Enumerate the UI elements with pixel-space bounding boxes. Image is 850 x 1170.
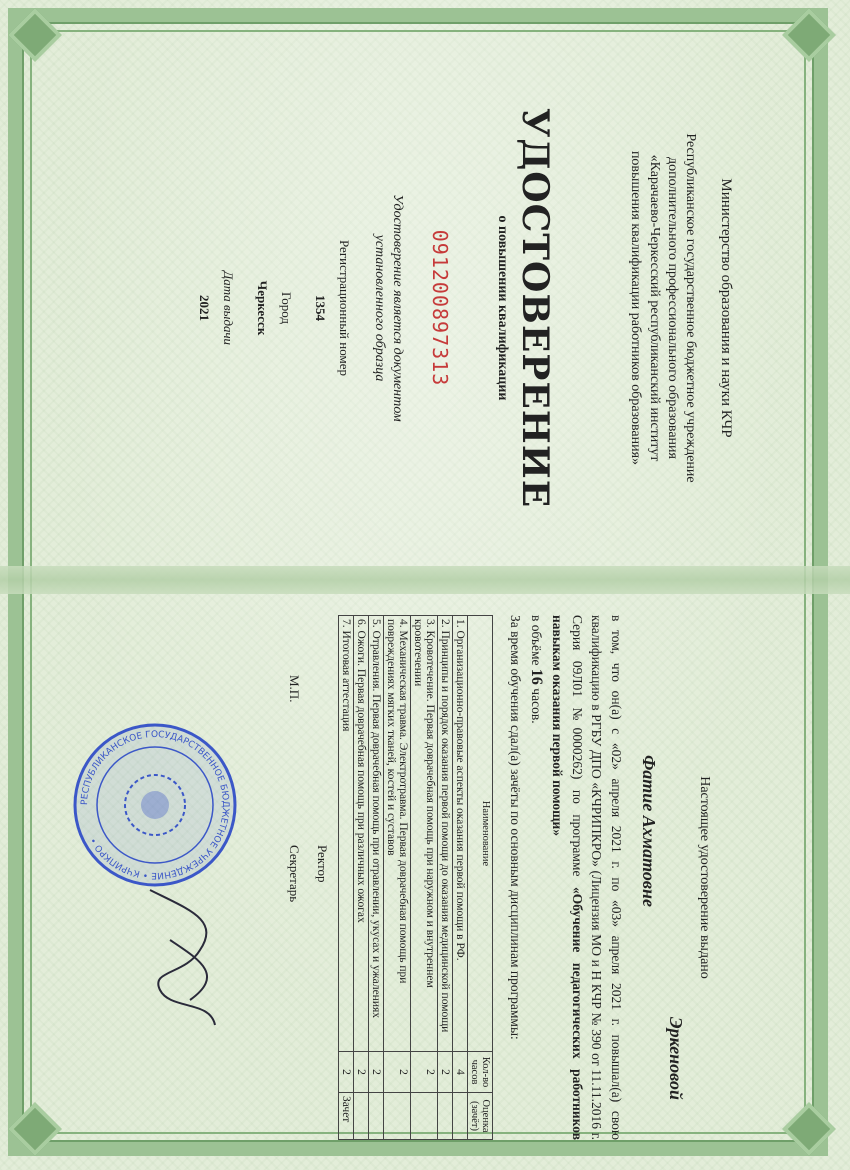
issued-to-label: Настоящее удостоверение выдано xyxy=(697,776,712,979)
exams-text: За время обучения сдал(а) зачёты по основным дисциплинам программы: xyxy=(507,615,523,1040)
signature-block xyxy=(260,615,330,1140)
stamp-text: РЕСПУБЛИКАНСКОЕ ГОСУДАРСТВЕННОЕ БЮДЖЕТНОЕ УЧРЕЖДЕНИЕ • КЧРИПКРО • xyxy=(79,729,231,881)
course-hours: 2 xyxy=(411,1052,438,1093)
city-value: Черкесск xyxy=(254,280,270,336)
course-hours: 2 xyxy=(438,1052,453,1093)
course-grade xyxy=(438,1093,453,1140)
note-line: Удостоверение является документом xyxy=(390,194,406,422)
certificate-body-text xyxy=(505,615,626,1140)
certificate-subtitle: о повышении квалификации xyxy=(495,215,511,401)
course-hours: 4 xyxy=(453,1052,468,1093)
course-grade xyxy=(384,1093,411,1140)
course-name: 4. Механическая травма. Электротравма. Первая доврачебная помощь при повреждениях мягких тканей, костей и суставов xyxy=(384,616,411,1052)
seal-place-label: М.П. xyxy=(287,675,302,703)
course-name: 6. Ожоги. Первая доврачебная помощь при различных ожогах xyxy=(354,616,369,1052)
city-label: Город xyxy=(278,291,294,325)
reg-number-label: Регистрационный номер xyxy=(336,240,352,376)
institution-line: повышения квалификации работников образования» xyxy=(628,150,644,466)
courses-table xyxy=(338,615,493,1140)
course-grade xyxy=(354,1093,369,1140)
volume-hours: 16 xyxy=(527,668,545,685)
volume-suffix: часов. xyxy=(528,688,544,724)
issue-date-value: 2021 xyxy=(196,295,212,321)
recipient-surname: Эркеновой xyxy=(666,1016,686,1100)
recipient-given-names: Фатие Ахматовне xyxy=(639,755,659,907)
volume-prefix: в объёме xyxy=(528,615,544,666)
table-row xyxy=(369,616,384,1140)
course-grade: Зачет xyxy=(339,1093,354,1140)
column-header-hours: Кол-во часов xyxy=(468,1052,493,1093)
table-row xyxy=(411,616,438,1140)
course-name: 1. Организационно-правовые аспекты оказания первой помощи в РФ. xyxy=(453,616,468,1052)
course-grade xyxy=(453,1093,468,1140)
certificate-cover-page xyxy=(92,108,742,508)
official-stamp-icon xyxy=(70,720,240,890)
institution-line: дополнительного профессионального образования xyxy=(664,157,680,459)
course-hours: 2 xyxy=(354,1052,369,1093)
course-name: 3. Кровотечение. Первая доврачебная помощь при наружном и внутреннем кровотечении xyxy=(411,616,438,1052)
issue-date-label: Дата выдачи xyxy=(220,270,236,346)
table-row xyxy=(354,616,369,1140)
secretary-label: Секретарь xyxy=(287,845,302,903)
table-row xyxy=(384,616,411,1140)
certificate-note xyxy=(370,108,406,508)
course-hours: 2 xyxy=(384,1052,411,1093)
rector-label: Ректор xyxy=(315,845,330,883)
course-hours: 2 xyxy=(369,1052,384,1093)
course-name: 7. Итоговая аттестация xyxy=(339,616,354,1052)
course-name: 5. Отравления. Первая доврачебная помощь при отравлении, укусах и ужалениях xyxy=(369,616,384,1052)
note-line: установленного образца xyxy=(372,234,388,382)
institution-name xyxy=(626,108,699,508)
table-header-row xyxy=(468,616,493,1140)
institution-line: Республиканское государственное бюджетное учреждение xyxy=(683,133,698,483)
table-row xyxy=(339,616,354,1140)
certificate-title: УДОСТОВЕРЕНИЕ xyxy=(514,108,557,509)
course-name: 2. Принципы и порядок оказания первой помощи до оказания медицинской помощи xyxy=(438,616,453,1052)
reg-number-value: 1354 xyxy=(312,295,328,321)
column-header-grade: Оценка (зачёт) xyxy=(468,1093,493,1140)
program-name: «Обучение педагогических работников навыкам оказания первой помощи» xyxy=(550,615,585,1140)
table-row xyxy=(453,616,468,1140)
table-row xyxy=(438,616,453,1140)
body-text-main: в том, что он(а) с «02» апреля 2021 г. по «03» апреля 2021 г. повышал(а) свою квалификацию в РГБУ ДПО «КЧРИПКРО» (Лицензия МО и Н КЧР № 390 от 11.11.2016 г. Серия 09Л01 №0000262) по программе xyxy=(569,615,624,1140)
page-fold xyxy=(0,566,850,594)
institution-line: «Карачаево-Черкесский республиканский институт xyxy=(646,154,662,462)
column-header-name: Наименование xyxy=(468,616,493,1052)
course-grade xyxy=(411,1093,438,1140)
ministry-name: Министерство образования и науки КЧР xyxy=(718,178,734,438)
course-hours: 2 xyxy=(339,1052,354,1093)
certificate-number: 091200897313 xyxy=(428,229,453,387)
course-grade xyxy=(369,1093,384,1140)
handwritten-signature-icon xyxy=(130,880,240,1040)
